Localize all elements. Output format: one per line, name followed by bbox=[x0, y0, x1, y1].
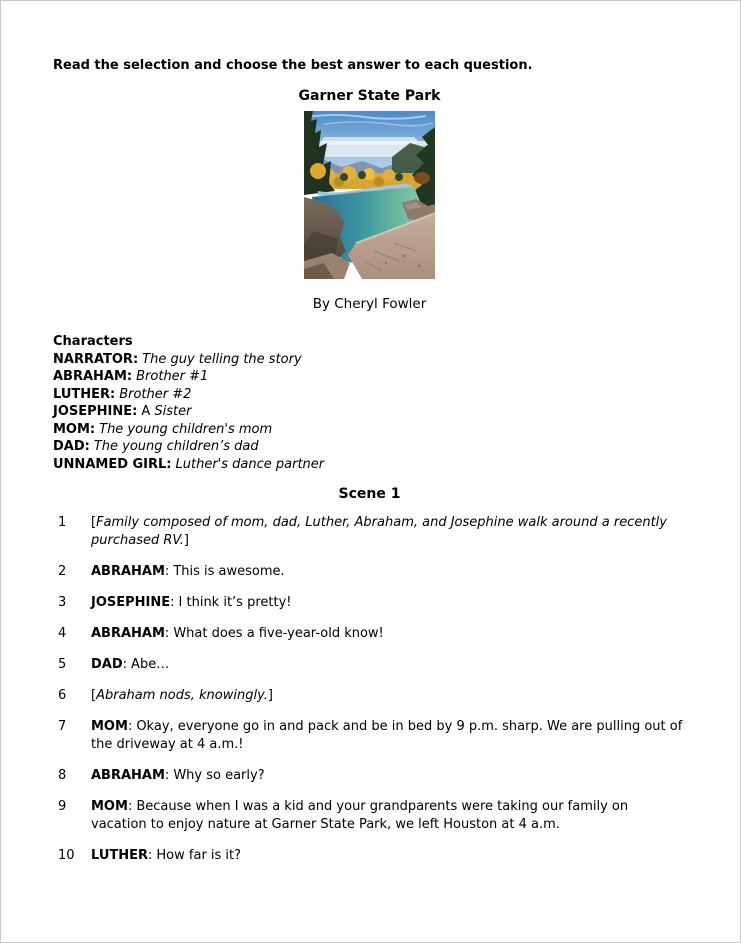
photo-container bbox=[53, 111, 686, 279]
characters-heading: Characters bbox=[53, 334, 133, 349]
open-bracket: [ bbox=[91, 515, 97, 530]
colon: : bbox=[164, 626, 170, 641]
script-line-8 bbox=[53, 767, 686, 785]
stage-text: Family composed of mom, dad, Luther, Abraham, and Josephine walk around a recently purchased RV. bbox=[91, 515, 667, 548]
byline: By Cheryl Fowler bbox=[312, 296, 427, 312]
speech-text: Why so early? bbox=[173, 768, 265, 783]
speech-text: I think it’s pretty! bbox=[178, 595, 292, 610]
line-number: 3 bbox=[58, 595, 67, 610]
colon: : bbox=[127, 799, 133, 814]
close-bracket: ] bbox=[267, 688, 273, 703]
character-desc: The guy telling the story bbox=[142, 351, 302, 367]
character-row bbox=[53, 403, 686, 421]
speaker-name: ABRAHAM bbox=[91, 768, 165, 783]
character-row bbox=[53, 386, 686, 404]
line-number: 1 bbox=[58, 515, 67, 530]
line-number: 7 bbox=[58, 719, 67, 734]
colon: : bbox=[122, 657, 128, 672]
colon: : bbox=[164, 564, 170, 579]
line-number: 6 bbox=[58, 688, 67, 703]
speech-text: What does a five-year-old know! bbox=[173, 626, 384, 641]
line-number: 4 bbox=[58, 626, 67, 641]
dialogue bbox=[91, 718, 686, 754]
dialogue bbox=[91, 847, 686, 865]
speaker-name: JOSEPHINE bbox=[91, 595, 171, 610]
speaker-name: LUTHER bbox=[91, 848, 149, 863]
selection-title: Garner State Park bbox=[298, 88, 441, 104]
script-line-9 bbox=[53, 798, 686, 834]
character-name: MOM: bbox=[53, 421, 96, 437]
close-bracket: ] bbox=[183, 533, 189, 548]
colon: : bbox=[164, 768, 170, 783]
speaker-name: ABRAHAM bbox=[91, 626, 165, 641]
dialogue bbox=[91, 767, 686, 785]
dialogue bbox=[91, 594, 686, 612]
script-line-4 bbox=[53, 625, 686, 643]
colon: : bbox=[127, 719, 133, 734]
speaker-name: DAD bbox=[91, 657, 123, 672]
script-line-5 bbox=[53, 656, 686, 674]
scene-heading: Scene 1 bbox=[338, 486, 401, 502]
character-name: UNNAMED GIRL: bbox=[53, 456, 172, 472]
colon: : bbox=[170, 595, 175, 610]
stage-text: Abraham nods, knowingly. bbox=[96, 688, 268, 703]
speaker-name: MOM bbox=[91, 719, 128, 734]
dialogue bbox=[91, 656, 686, 674]
colon: : bbox=[148, 848, 153, 863]
dialogue bbox=[91, 563, 686, 581]
speech-text: Because when I was a kid and your grandparents were taking our family on vacation to enjoy nature at Garner State Park, we left Houston at 4 a.m. bbox=[91, 799, 629, 832]
character-row bbox=[53, 368, 686, 386]
character-name: LUTHER: bbox=[53, 386, 116, 402]
speaker-name: MOM bbox=[91, 799, 128, 814]
line-number: 2 bbox=[58, 564, 67, 579]
character-desc-plain: A bbox=[141, 404, 155, 419]
script-line-2 bbox=[53, 563, 686, 581]
character-desc: Brother #2 bbox=[119, 386, 192, 402]
character-desc: The young children's mom bbox=[99, 421, 273, 437]
character-name: ABRAHAM: bbox=[53, 369, 133, 384]
garner-state-park-photo bbox=[304, 111, 435, 279]
instruction-text: Read the selection and choose the best answer to each question. bbox=[53, 58, 533, 73]
character-desc: Luther's dance partner bbox=[175, 456, 325, 472]
character-desc: Sister bbox=[154, 404, 192, 419]
speech-text: Abe… bbox=[131, 657, 170, 672]
character-row bbox=[53, 421, 686, 439]
script-line-7 bbox=[53, 718, 686, 754]
speech-text: This is awesome. bbox=[173, 564, 285, 579]
open-bracket: [ bbox=[91, 688, 97, 703]
character-desc: The young children’s dad bbox=[93, 439, 259, 454]
line-number: 5 bbox=[58, 657, 67, 672]
dialogue bbox=[91, 798, 686, 834]
speaker-name: ABRAHAM bbox=[91, 564, 165, 579]
speech-text: How far is it? bbox=[156, 848, 242, 863]
character-name: JOSEPHINE: bbox=[53, 404, 138, 419]
line-number: 8 bbox=[58, 768, 67, 783]
script-line-10 bbox=[53, 847, 686, 865]
stage-direction bbox=[91, 687, 686, 705]
characters-list bbox=[53, 333, 686, 473]
line-number: 10 bbox=[58, 848, 75, 863]
character-desc: Brother #1 bbox=[136, 369, 209, 384]
script-lines bbox=[53, 514, 686, 865]
stage-direction bbox=[91, 514, 686, 550]
character-name: DAD: bbox=[53, 439, 90, 454]
line-number: 9 bbox=[58, 799, 67, 814]
character-row bbox=[53, 351, 686, 369]
character-row bbox=[53, 456, 686, 474]
script-line-1 bbox=[53, 514, 686, 550]
dialogue bbox=[91, 625, 686, 643]
script-line-6 bbox=[53, 687, 686, 705]
character-row bbox=[53, 438, 686, 456]
speech-text: Okay, everyone go in and pack and be in bed by 9 p.m. sharp. We are pulling out of the driveway at 4 a.m.! bbox=[91, 719, 683, 752]
script-line-3 bbox=[53, 594, 686, 612]
character-name: NARRATOR: bbox=[53, 351, 139, 367]
